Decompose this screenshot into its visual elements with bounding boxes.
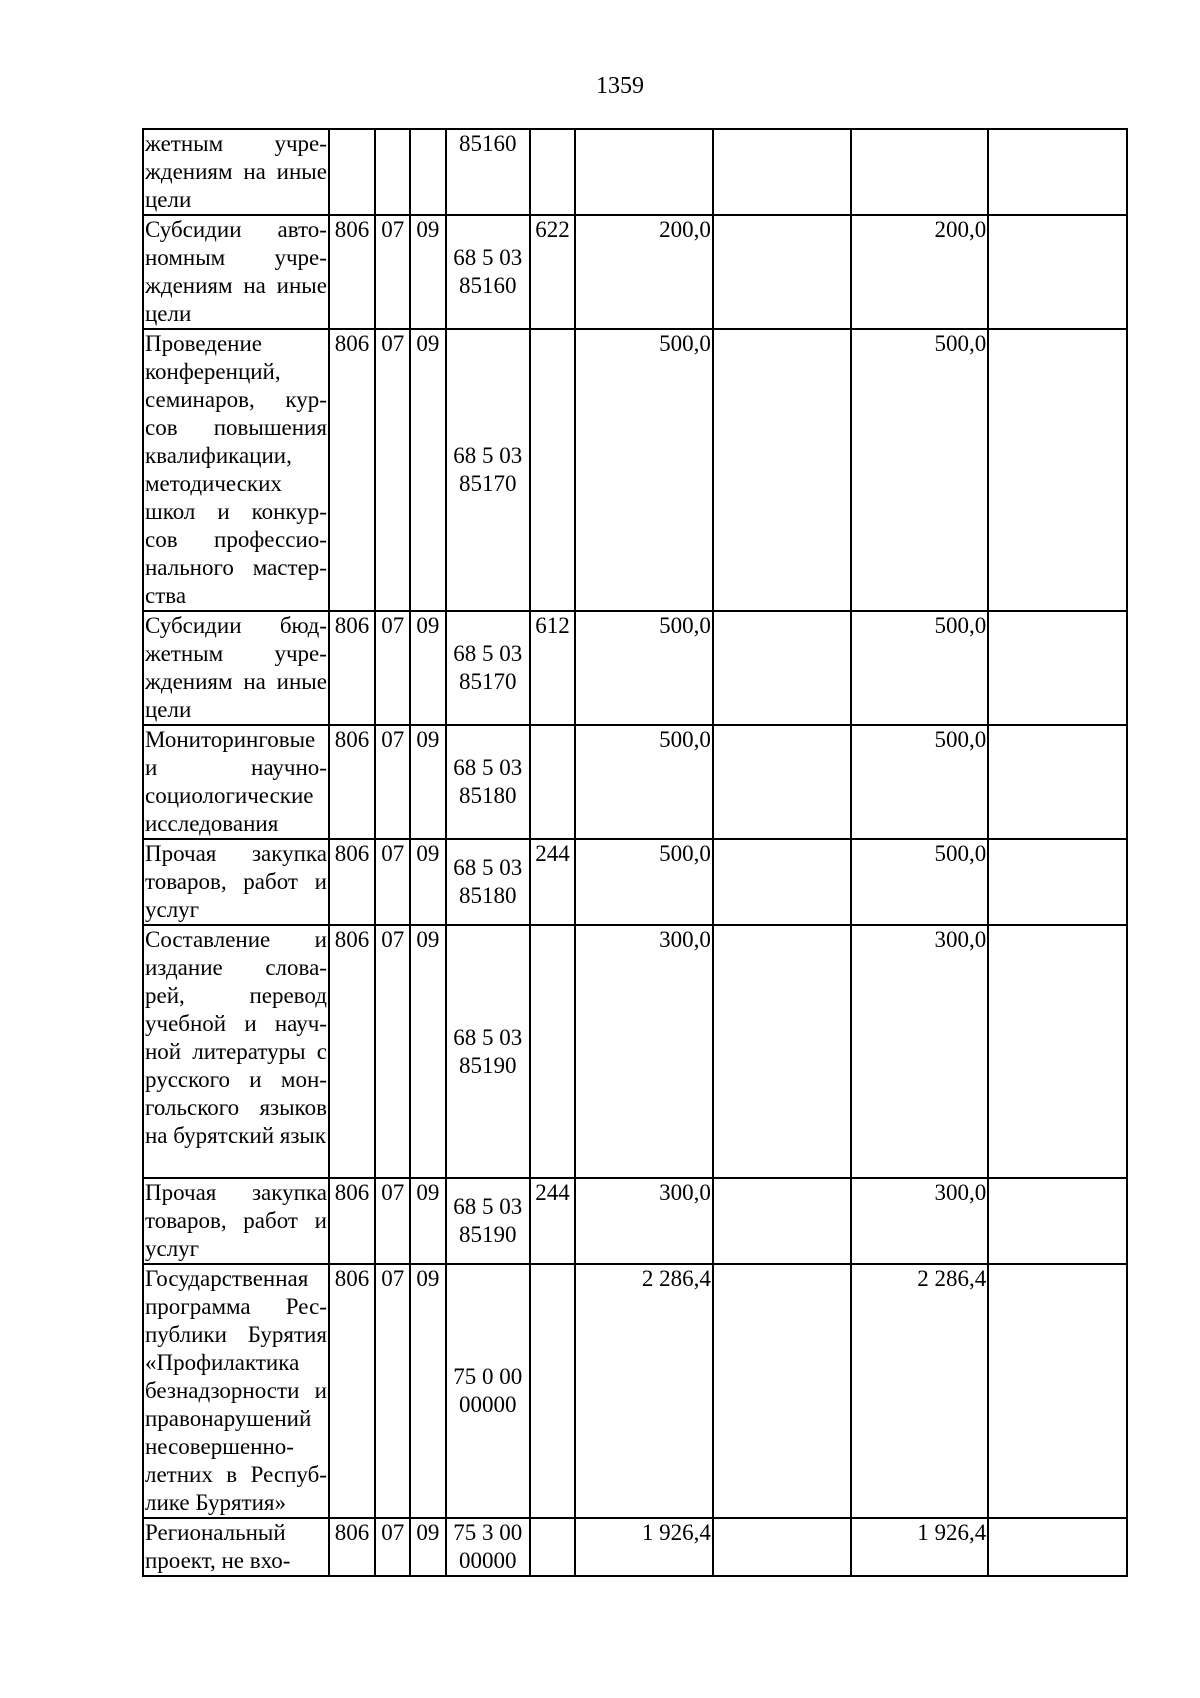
expense-type-code — [530, 129, 575, 215]
row-description: Субсидии бюд-жетным учре-ждениям на иные цели — [143, 611, 329, 725]
subsection-code: 09 — [410, 839, 445, 925]
amount-blank-1 — [713, 129, 851, 215]
target-article-code: 68 5 03 85190 — [446, 925, 530, 1178]
row-description: Субсидии авто-номным учре-ждениям на иные цели — [143, 215, 329, 329]
admin-code: 806 — [329, 839, 375, 925]
target-article-code: 85160 — [446, 129, 530, 215]
subsection-code: 09 — [410, 925, 445, 1178]
subsection-code: 09 — [410, 215, 445, 329]
row-description: Мониторинговые и научно-социологические исследования — [143, 725, 329, 839]
row-description: Региональный проект, не вхо- — [143, 1518, 329, 1576]
section-code: 07 — [375, 839, 410, 925]
target-article-code: 68 5 03 85170 — [446, 329, 530, 611]
table-row — [143, 1264, 1127, 1518]
amount-year-1: 2 286,4 — [575, 1264, 713, 1518]
subsection-code: 09 — [410, 329, 445, 611]
target-article-code: 68 5 03 85180 — [446, 839, 530, 925]
section-code: 07 — [375, 725, 410, 839]
amount-blank-1 — [713, 725, 851, 839]
amount-year-2: 500,0 — [851, 839, 989, 925]
amount-blank-2 — [988, 611, 1127, 725]
expense-type-code: 622 — [530, 215, 575, 329]
table-row — [143, 839, 1127, 925]
amount-year-2: 500,0 — [851, 329, 989, 611]
amount-blank-2 — [988, 725, 1127, 839]
amount-blank-2 — [988, 1178, 1127, 1264]
amount-blank-1 — [713, 1518, 851, 1576]
amount-blank-1 — [713, 215, 851, 329]
subsection-code: 09 — [410, 1178, 445, 1264]
row-description: Прочая закупка товаров, работ и услуг — [143, 839, 329, 925]
section-code: 07 — [375, 925, 410, 1178]
subsection-code: 09 — [410, 1518, 445, 1576]
amount-year-2: 500,0 — [851, 725, 989, 839]
table-row — [143, 215, 1127, 329]
amount-year-2: 1 926,4 — [851, 1518, 989, 1576]
admin-code: 806 — [329, 1264, 375, 1518]
expense-type-code — [530, 1264, 575, 1518]
amount-blank-1 — [713, 1178, 851, 1264]
expense-type-code: 244 — [530, 1178, 575, 1264]
amount-blank-2 — [988, 839, 1127, 925]
admin-code: 806 — [329, 611, 375, 725]
row-description: Прочая закупка товаров, работ и услуг — [143, 1178, 329, 1264]
subsection-code: 09 — [410, 725, 445, 839]
expense-type-code — [530, 725, 575, 839]
target-article-code: 75 3 00 00000 — [446, 1518, 530, 1576]
amount-year-2: 200,0 — [851, 215, 989, 329]
table-row — [143, 611, 1127, 725]
amount-year-1: 200,0 — [575, 215, 713, 329]
amount-blank-2 — [988, 1264, 1127, 1518]
amount-year-2: 500,0 — [851, 611, 989, 725]
table-row — [143, 725, 1127, 839]
expense-type-code: 612 — [530, 611, 575, 725]
amount-year-2: 300,0 — [851, 1178, 989, 1264]
section-code: 07 — [375, 1264, 410, 1518]
admin-code — [329, 129, 375, 215]
row-description: Проведение конференций, семинаров, кур-сов повышения квалификации, методических школ и конкур-сов профессио-нального мастер-ства — [143, 329, 329, 611]
amount-year-2 — [851, 129, 989, 215]
row-description: Составление и издание слова-рей, перевод учебной и науч-ной литературы с русского и мон-гольского языков на бурятский язык — [143, 925, 329, 1178]
expense-type-code — [530, 925, 575, 1178]
amount-blank-1 — [713, 329, 851, 611]
section-code: 07 — [375, 1178, 410, 1264]
admin-code: 806 — [329, 1518, 375, 1576]
amount-blank-1 — [713, 925, 851, 1178]
admin-code: 806 — [329, 925, 375, 1178]
budget-table — [142, 128, 1128, 1577]
admin-code: 806 — [329, 329, 375, 611]
target-article-code: 75 0 00 00000 — [446, 1264, 530, 1518]
amount-year-1: 300,0 — [575, 925, 713, 1178]
section-code: 07 — [375, 611, 410, 725]
amount-year-1: 500,0 — [575, 611, 713, 725]
row-description: жетным учре-ждениям на иные цели — [143, 129, 329, 215]
amount-year-1 — [575, 129, 713, 215]
section-code — [375, 129, 410, 215]
expense-type-code — [530, 329, 575, 611]
amount-year-1: 500,0 — [575, 725, 713, 839]
row-description: Государственная программа Рес-публики Бурятия «Профилактика безнадзорности и правонарушений несовершенно-летних в Респуб-лике Бурятия» — [143, 1264, 329, 1518]
amount-blank-2 — [988, 925, 1127, 1178]
subsection-code — [410, 129, 445, 215]
amount-year-1: 1 926,4 — [575, 1518, 713, 1576]
table-row — [143, 129, 1127, 215]
amount-year-1: 500,0 — [575, 839, 713, 925]
target-article-code: 68 5 03 85160 — [446, 215, 530, 329]
amount-blank-1 — [713, 611, 851, 725]
expense-type-code: 244 — [530, 839, 575, 925]
amount-blank-2 — [988, 329, 1127, 611]
table-row — [143, 925, 1127, 1178]
amount-year-2: 2 286,4 — [851, 1264, 989, 1518]
amount-blank-1 — [713, 1264, 851, 1518]
table-row — [143, 329, 1127, 611]
target-article-code: 68 5 03 85190 — [446, 1178, 530, 1264]
section-code: 07 — [375, 329, 410, 611]
subsection-code: 09 — [410, 611, 445, 725]
amount-blank-2 — [988, 129, 1127, 215]
subsection-code: 09 — [410, 1264, 445, 1518]
target-article-code: 68 5 03 85180 — [446, 725, 530, 839]
admin-code: 806 — [329, 1178, 375, 1264]
section-code: 07 — [375, 215, 410, 329]
table-row — [143, 1518, 1127, 1576]
expense-type-code — [530, 1518, 575, 1576]
amount-year-1: 500,0 — [575, 329, 713, 611]
amount-blank-2 — [988, 1518, 1127, 1576]
amount-blank-1 — [713, 839, 851, 925]
table-row — [143, 1178, 1127, 1264]
amount-year-1: 300,0 — [575, 1178, 713, 1264]
admin-code: 806 — [329, 725, 375, 839]
amount-blank-2 — [988, 215, 1127, 329]
amount-year-2: 300,0 — [851, 925, 989, 1178]
admin-code: 806 — [329, 215, 375, 329]
section-code: 07 — [375, 1518, 410, 1576]
target-article-code: 68 5 03 85170 — [446, 611, 530, 725]
page-number: 1359 — [596, 73, 644, 99]
